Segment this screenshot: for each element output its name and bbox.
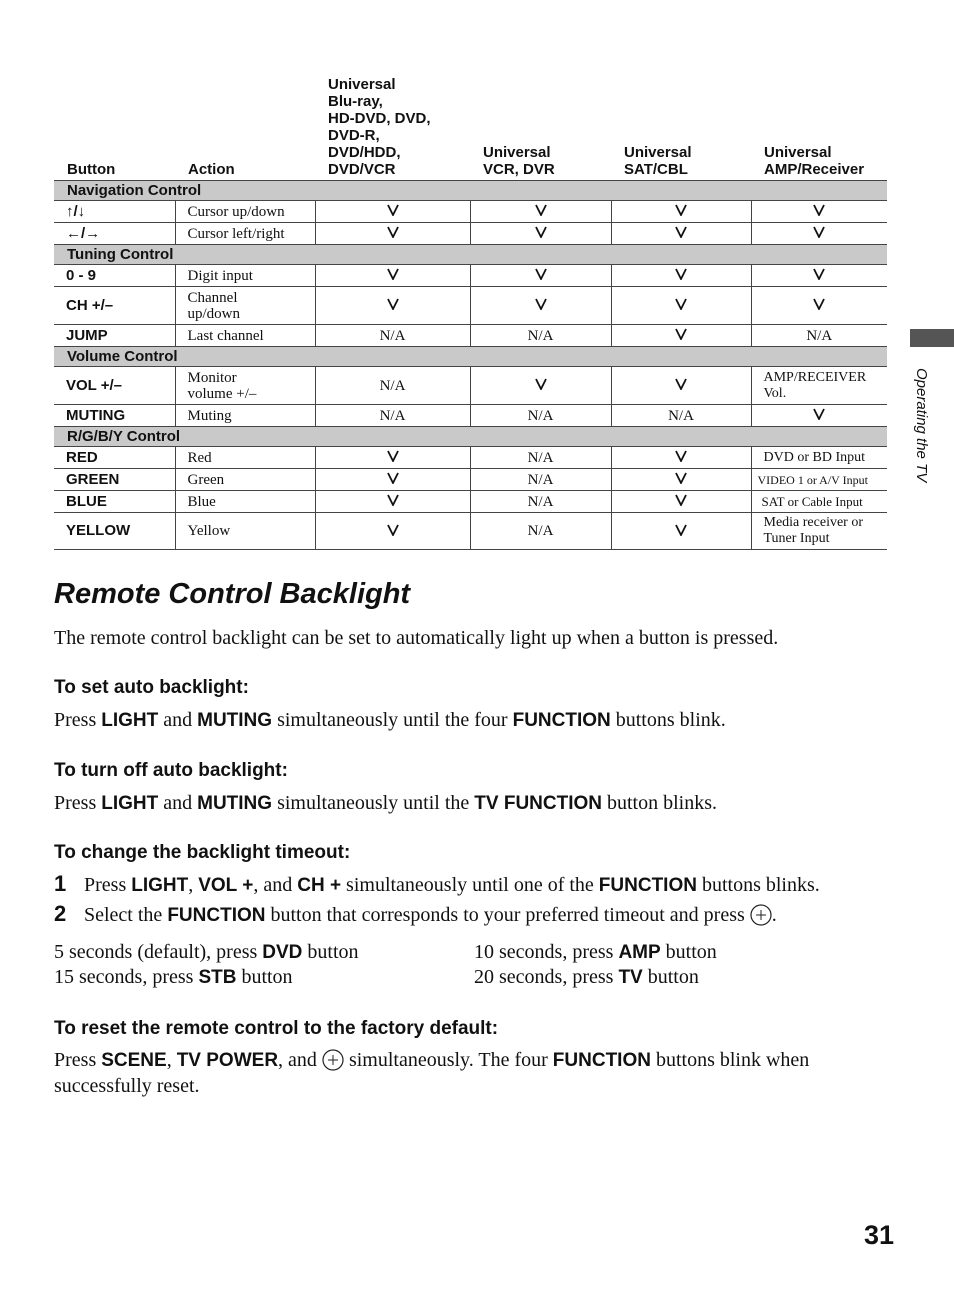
action-cell: Digit input (175, 265, 315, 287)
value-cell: Media receiver or Tuner Input (751, 513, 887, 550)
button-cell: RED (54, 447, 175, 469)
action-cell: Cursor left/right (175, 223, 315, 245)
header-col1: Universal Blu-ray, HD-DVD, DVD, DVD-R, DVD/HDD, DVD/VCR (328, 76, 431, 178)
check-icon (813, 297, 825, 310)
section-title: Tuning Control (54, 245, 887, 265)
action-cell: Monitor volume +/– (175, 367, 315, 405)
value-cell: N/A (315, 325, 470, 347)
value-cell: N/A (470, 405, 611, 427)
action-cell: Last channel (175, 325, 315, 347)
step-number: 1 (54, 871, 67, 896)
action-cell: Yellow (175, 513, 315, 550)
header-col4: Universal AMP/Receiver (764, 144, 865, 178)
check-icon (387, 471, 399, 484)
section-title: Navigation Control (54, 181, 887, 201)
button-cell: JUMP (54, 325, 175, 347)
action-cell: Channel up/down (175, 287, 315, 325)
button-cell: BLUE (54, 491, 175, 513)
table-row (54, 405, 887, 427)
auto-backlight-text: Press LIGHT and MUTING simultaneously until the four FUNCTION buttons blink. (54, 709, 726, 731)
check-icon (535, 267, 547, 280)
section-row-volume (54, 347, 887, 367)
table-row (54, 491, 887, 513)
button-cell: 0 - 9 (54, 265, 175, 287)
check-icon (387, 225, 399, 238)
check-icon (387, 523, 399, 536)
value-cell: AMP/RECEIVER Vol. (751, 367, 887, 405)
button-cell: MUTING (54, 405, 175, 427)
check-icon (813, 225, 825, 238)
check-icon (535, 225, 547, 238)
off-backlight-heading: To turn off auto backlight: (54, 760, 288, 781)
value-cell: N/A (470, 325, 611, 347)
table-row (54, 447, 887, 469)
check-icon (675, 267, 687, 280)
button-cell: CH +/– (54, 287, 175, 325)
action-cell: Green (175, 469, 315, 491)
section-title: Volume Control (54, 347, 887, 367)
check-icon (387, 297, 399, 310)
value-cell: SAT or Cable Input (751, 491, 887, 513)
timeout-step-1: 1 Press LIGHT, VOL +, and CH + simultaneously until one of the FUNCTION buttons blinks. (54, 871, 820, 896)
button-cell: YELLOW (54, 513, 175, 550)
side-tab (908, 368, 930, 528)
button-cell: GREEN (54, 469, 175, 491)
reset-text-line2: successfully reset. (54, 1075, 200, 1097)
intro-paragraph: The remote control backlight can be set to automatically light up when a button is pressed. (54, 627, 779, 649)
check-icon (387, 449, 399, 462)
header-col3: Universal SAT/CBL (624, 144, 692, 178)
value-cell: N/A (470, 513, 611, 550)
reset-heading: To reset the remote control to the factory default: (54, 1018, 499, 1039)
value-cell: N/A (470, 447, 611, 469)
step-number: 2 (54, 901, 67, 926)
check-icon (675, 523, 687, 536)
value-cell: N/A (315, 367, 470, 405)
timeout-option: 15 seconds, press STB button (54, 966, 293, 988)
select-button-icon (750, 904, 772, 926)
check-icon (675, 225, 687, 238)
timeout-option: 10 seconds, press AMP button (474, 941, 717, 963)
check-icon (675, 203, 687, 216)
check-icon (535, 297, 547, 310)
action-cell: Red (175, 447, 315, 469)
button-cell: VOL +/– (54, 367, 175, 405)
table-row (54, 367, 887, 405)
table-row (54, 513, 887, 550)
check-icon (387, 493, 399, 506)
value-cell: VIDEO 1 or A/V Input (751, 469, 887, 491)
check-icon (675, 377, 687, 390)
action-cell: Blue (175, 491, 315, 513)
table-row (54, 223, 887, 245)
timeout-heading: To change the backlight timeout: (54, 842, 351, 863)
header-col2: Universal VCR, DVR (483, 144, 555, 178)
compatibility-table (54, 76, 887, 550)
timeout-option: 5 seconds (default), press DVD button (54, 941, 359, 963)
check-icon (675, 493, 687, 506)
check-icon (675, 327, 687, 340)
value-cell: N/A (751, 325, 887, 347)
section-row-navigation (54, 181, 887, 201)
section-title: R/G/B/Y Control (54, 427, 887, 447)
side-tab-label: Operating the TV (913, 368, 930, 483)
check-icon (675, 471, 687, 484)
button-cell: ↑/↓ (54, 201, 175, 223)
value-cell: N/A (315, 405, 470, 427)
table-row (54, 265, 887, 287)
value-cell: N/A (470, 469, 611, 491)
header-action: Action (188, 161, 235, 178)
section-title: Remote Control Backlight (54, 578, 411, 610)
value-cell: DVD or BD Input (751, 447, 887, 469)
action-cell: Cursor up/down (175, 201, 315, 223)
check-icon (675, 449, 687, 462)
table-row (54, 201, 887, 223)
check-icon (813, 267, 825, 280)
check-icon (387, 267, 399, 280)
table-row (54, 287, 887, 325)
check-icon (535, 377, 547, 390)
off-backlight-text: Press LIGHT and MUTING simultaneously until the TV FUNCTION button blinks. (54, 792, 718, 814)
action-cell: Muting (175, 405, 315, 427)
reset-text: Press SCENE, TV POWER, and simultaneously. The four FUNCTION buttons blink when (54, 1049, 810, 1071)
auto-backlight-heading: To set auto backlight: (54, 677, 249, 698)
button-cell: ←/→ (54, 223, 175, 245)
check-icon (535, 203, 547, 216)
page-number: 31 (864, 1220, 895, 1250)
select-button-icon (322, 1049, 344, 1071)
timeout-step-2: 2 Select the FUNCTION button that corresponds to your preferred timeout and press . (54, 901, 777, 926)
check-icon (675, 297, 687, 310)
check-icon (387, 203, 399, 216)
table-header-row (54, 76, 887, 181)
check-icon (813, 203, 825, 216)
table-row (54, 325, 887, 347)
section-row-tuning (54, 245, 887, 265)
table-row (54, 469, 887, 491)
section-row-rgby (54, 427, 887, 447)
header-button: Button (67, 161, 116, 178)
value-cell: N/A (470, 491, 611, 513)
check-icon (813, 407, 825, 420)
timeout-option: 20 seconds, press TV button (474, 966, 699, 988)
value-cell: N/A (611, 405, 751, 427)
side-tab-marker (910, 329, 954, 347)
